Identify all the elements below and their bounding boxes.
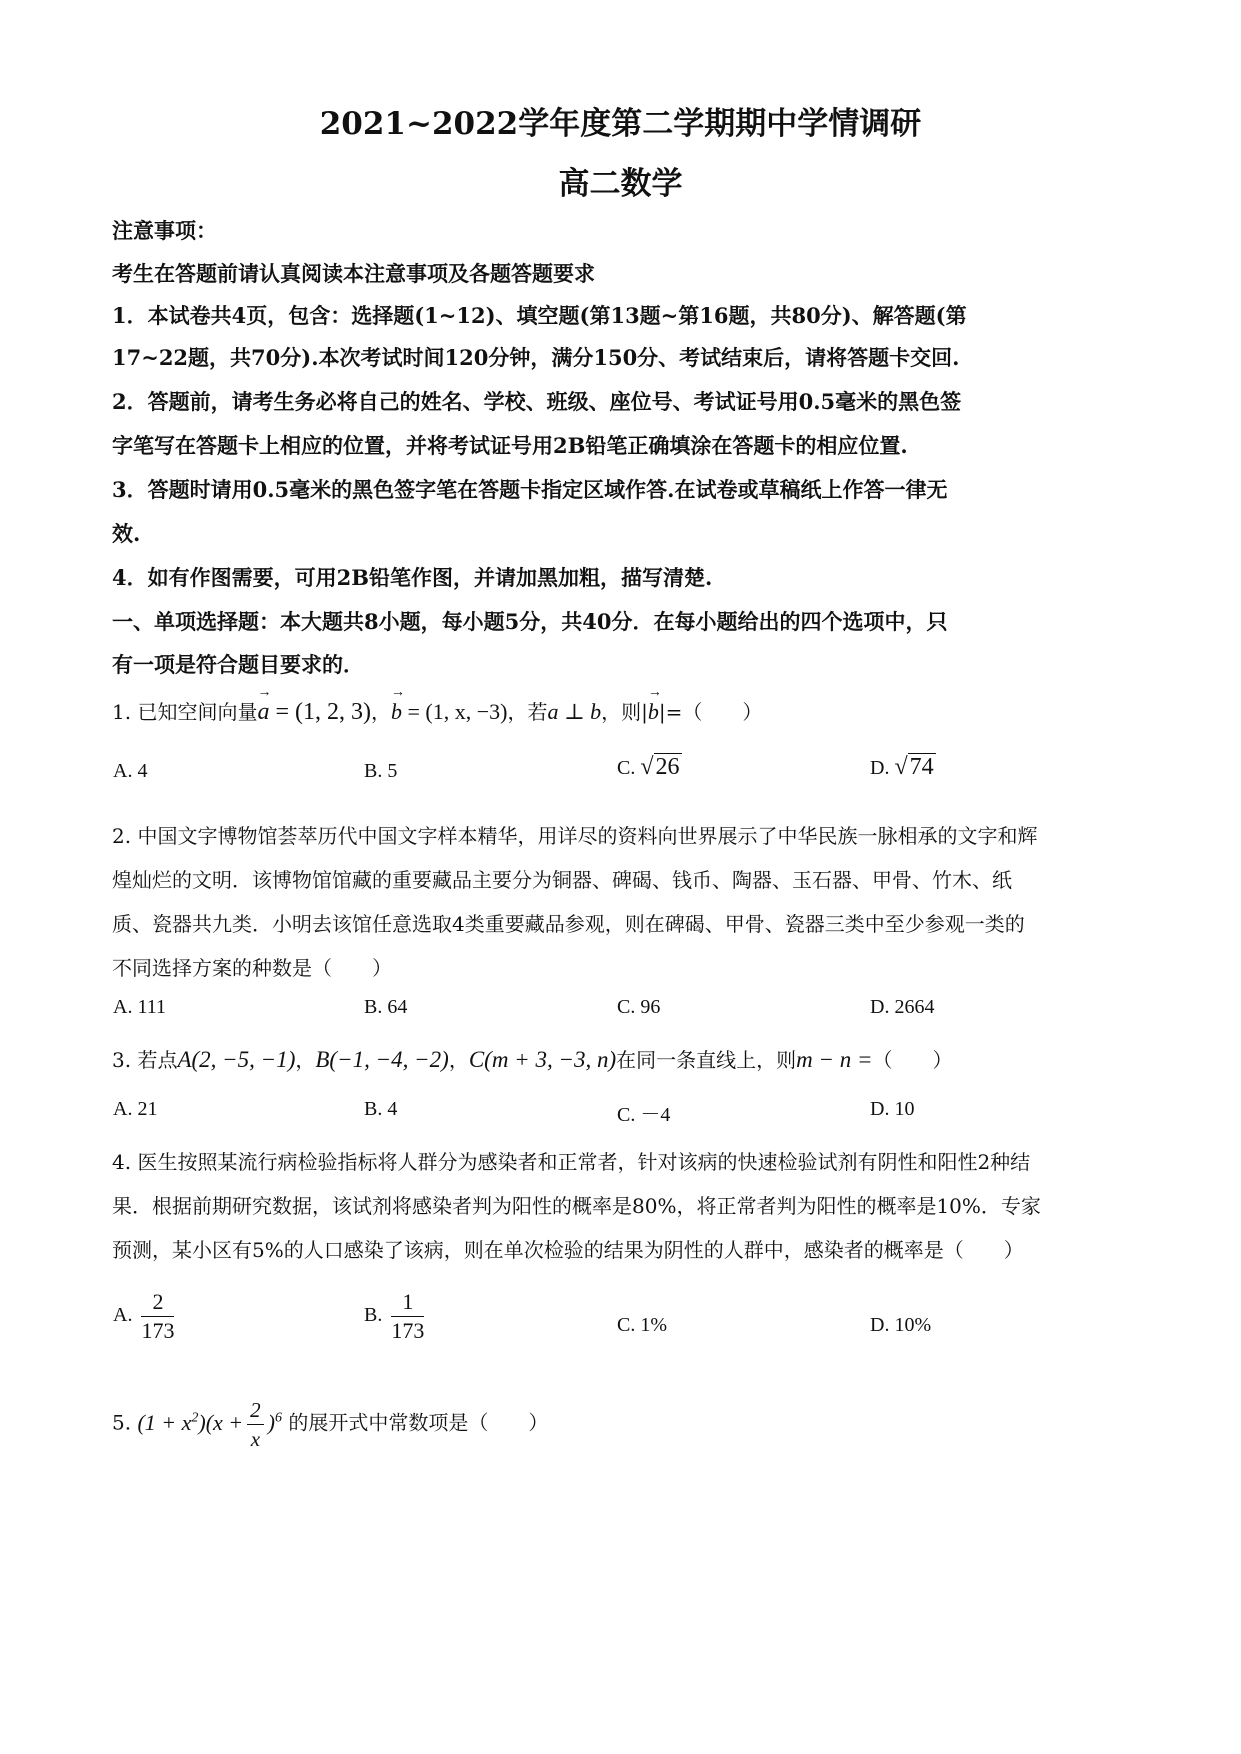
question-1 <box>112 696 762 726</box>
q1-condition-prefix: ，若 <box>507 700 548 724</box>
q1-ask-b: → b <box>648 699 659 725</box>
q3-option-c: C. －4 <box>617 1104 671 1126</box>
vector-b-value: = (1, x, −3) <box>407 699 508 724</box>
q5-suffix: 的展开式中常数项是（ ） <box>288 1410 549 1435</box>
notice-item-2-line-1: 2．答题前，请考生务必将自己的姓名、学校、班级、座位号、考试证号用0.5毫米的黑色签 <box>112 389 962 414</box>
q1-condition: a ⊥ b <box>547 699 602 724</box>
notice-item-4: 4．如有作图需要，可用2B铅笔作图，并请加黑加粗，描写清楚. <box>112 565 713 590</box>
fraction-2-over-173 <box>141 1288 174 1345</box>
q5-fraction-numerator: 2 <box>247 1396 264 1425</box>
q1-option-b: B. 5 <box>364 760 398 782</box>
fraction-denominator: 173 <box>141 1318 175 1343</box>
q1-option-c <box>617 754 682 781</box>
q4-option-b <box>364 1288 428 1345</box>
q5-expression <box>137 1398 282 1451</box>
q1-option-d-label: D. <box>870 757 890 779</box>
sqrt-74-radicand: 74 <box>909 754 934 780</box>
question-2-line-1: 2. 中国文字博物馆荟萃历代中国文字样本精华，用详尽的资料向世界展示了中华民族一脉相承的文字和辉 <box>112 824 1038 848</box>
q4-option-d: D. 10% <box>870 1314 932 1336</box>
q3-option-b: B. 4 <box>364 1098 398 1120</box>
fraction-denominator: 173 <box>391 1318 425 1343</box>
section-1-heading-line-1: 一、单项选择题：本大题共8小题，每小题5分，共40分．在每小题给出的四个选项中，只 <box>112 609 948 634</box>
vector-b: → b <box>391 699 402 725</box>
q4-option-a-label: A. <box>113 1304 133 1327</box>
notice-heading: 注意事项： <box>112 218 217 243</box>
point-b: B(−1, −4, −2) <box>315 1047 449 1072</box>
vector-a: → a <box>257 699 269 726</box>
q5-fraction-denominator: x <box>250 1427 261 1451</box>
point-a: A(2, −5, −1) <box>177 1047 296 1072</box>
q1-option-d <box>870 754 936 781</box>
q2-option-a: A. 111 <box>113 996 166 1018</box>
notice-item-1-line-1: 1．本试卷共4页，包含：选择题(1~12)、填空题(第13题~第16题，共80分)、解答题(第 <box>112 303 967 328</box>
q3-prefix: 3. 若点 <box>112 1048 178 1072</box>
q4-option-b-label: B. <box>364 1304 383 1327</box>
question-5 <box>112 1396 548 1453</box>
q3-expression: m − n = <box>796 1047 873 1072</box>
q5-expr-right: ) <box>267 1409 275 1435</box>
q5-prefix: 5. <box>112 1410 132 1435</box>
q5-exponent-2: 2 <box>191 1410 199 1426</box>
question-3 <box>112 1044 953 1073</box>
q5-expr-left: (1 + x <box>137 1409 192 1435</box>
q1-ask: ，则| <box>601 700 648 724</box>
q3-option-a: A. 21 <box>113 1098 158 1120</box>
question-2-line-2: 煌灿烂的文明．该博物馆馆藏的重要藏品主要分为铜器、碑碣、钱币、陶器、玉石器、甲骨、竹木、纸 <box>112 868 1012 892</box>
q1-ask-end: |=（ ） <box>658 700 763 724</box>
question-4-line-1: 4. 医生按照某流行病检验指标将人群分为感染者和正常者，针对该病的快速检验试剂有阴性和阳性2种结 <box>112 1150 1031 1174</box>
q5-fraction <box>247 1396 264 1453</box>
notice-item-2-line-2: 字笔写在答题卡上相应的位置，并将考试证号用2B铅笔正确填涂在答题卡的相应位置. <box>112 433 908 458</box>
sqrt-26-radicand: 26 <box>655 754 680 780</box>
exam-subject: 高二数学 <box>558 166 683 202</box>
q4-option-a <box>113 1288 178 1345</box>
question-4-line-2: 果．根据前期研究数据，该试剂将感染者判为阳性的概率是80%，将正常者判为阳性的概率是10%．专家 <box>112 1194 1041 1218</box>
notice-item-1-line-2: 17~22题，共70分).本次考试时间120分钟，满分150分、考试结束后，请将答题卡交回. <box>112 345 960 370</box>
question-2-line-3: 质、瓷器共九类．小明去该馆任意选取4类重要藏品参观，则在碑碣、甲骨、瓷器三类中至少参观一类的 <box>112 912 1025 936</box>
fraction-numerator: 2 <box>141 1288 174 1317</box>
q5-exponent-6: 6 <box>274 1410 282 1426</box>
q1-option-c-label: C. <box>617 757 636 779</box>
point-c: C(m + 3, −3, n) <box>468 1047 617 1072</box>
q1-option-a: A. 4 <box>113 760 148 782</box>
notice-intro: 考生在答题前请认真阅读本注意事项及各题答题要求 <box>112 261 595 286</box>
exam-title: 2021~2022学年度第二学期期中学情调研 <box>319 106 922 142</box>
sqrt-74: √74 <box>894 754 934 780</box>
question-4-line-3: 预测，某小区有5%的人口感染了该病，则在单次检验的结果为阴性的人群中，感染者的概率是（ ） <box>112 1238 1024 1262</box>
q2-option-d: D. 2664 <box>870 996 935 1018</box>
q3-middle: 在同一条直线上，则 <box>616 1048 797 1072</box>
q2-option-b: B. 64 <box>364 996 408 1018</box>
q5-expr-mid: )(x + <box>198 1409 244 1435</box>
fraction-numerator: 1 <box>391 1288 424 1317</box>
section-1-heading-line-2: 有一项是符合题目要求的． <box>112 652 364 677</box>
q1-prefix: 1. 已知空间向量 <box>112 700 258 724</box>
vector-a-value: = (1, 2, 3) <box>275 699 371 725</box>
fraction-1-over-173 <box>391 1288 424 1345</box>
q4-option-c: C. 1% <box>617 1314 667 1336</box>
notice-item-3-line-1: 3．答题时请用0.5毫米的黑色签字笔在答题卡指定区域作答.在试卷或草稿纸上作答一律无 <box>112 477 948 502</box>
q2-option-c: C. 96 <box>617 996 661 1018</box>
q1-separator: ， <box>370 700 391 724</box>
question-2-line-4: 不同选择方案的种数是（ ） <box>112 956 392 980</box>
q3-option-d: D. 10 <box>870 1098 915 1120</box>
q3-end: （ ） <box>872 1048 953 1072</box>
sqrt-26: √26 <box>640 754 680 780</box>
notice-item-3-line-2: 效. <box>112 521 141 546</box>
q3-sep-1: ， <box>295 1048 316 1072</box>
q3-sep-2: ， <box>448 1048 469 1072</box>
